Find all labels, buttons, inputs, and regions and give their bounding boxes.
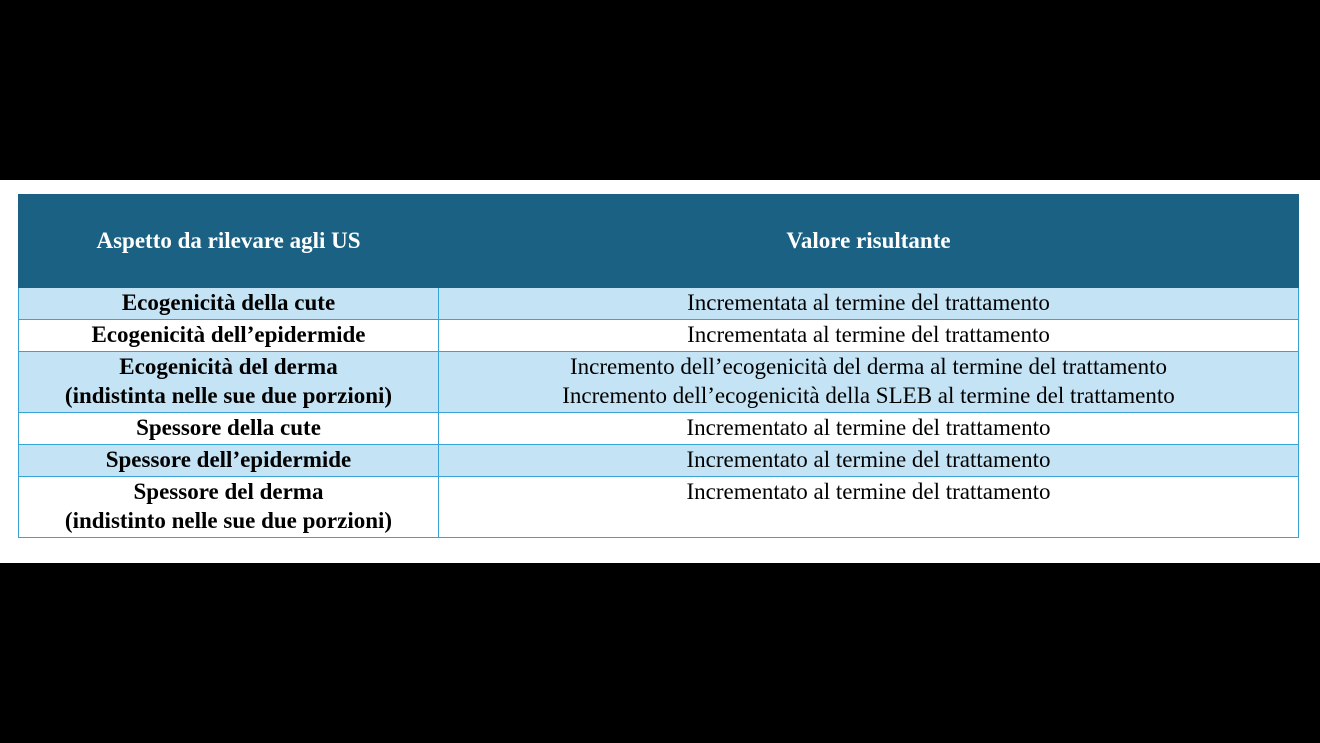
value-line: Incremento dell’ecogenicità del derma al termine del trattamento [569, 354, 1168, 379]
aspect-line: Spessore del derma [133, 479, 324, 504]
value-cell [439, 413, 1299, 445]
aspect-cell [19, 320, 439, 352]
value-cell [439, 320, 1299, 352]
value-line: Incrementata al termine del trattamento [687, 322, 1050, 347]
value-line: Incrementato al termine del trattamento [686, 447, 1051, 472]
aspect-cell [19, 445, 439, 477]
value-cell [439, 352, 1299, 413]
value-line: Incrementata al termine del trattamento [687, 290, 1050, 315]
aspect-line: Ecogenicità dell’epidermide [91, 322, 366, 347]
aspect-cell [19, 352, 439, 413]
aspect-line: Spessore dell’epidermide [105, 447, 352, 472]
aspect-cell [19, 477, 439, 538]
value-cell [439, 288, 1299, 320]
table-row [19, 320, 1299, 352]
table-row [19, 352, 1299, 413]
table-row [19, 445, 1299, 477]
table-row [19, 413, 1299, 445]
value-cell [439, 445, 1299, 477]
aspect-line: Ecogenicità del derma [119, 354, 338, 379]
value-line: Incrementato al termine del trattamento [686, 479, 1051, 504]
value-cell [439, 477, 1299, 538]
aspect-line: Ecogenicità della cute [121, 290, 336, 315]
value-line: Incremento dell’ecogenicità della SLEB al termine del trattamento [562, 383, 1175, 408]
table-row [19, 477, 1299, 538]
results-table [18, 194, 1299, 538]
slide [0, 180, 1320, 563]
aspect-cell [19, 288, 439, 320]
aspect-line: Spessore della cute [136, 415, 321, 440]
aspect-cell [19, 413, 439, 445]
value-line: Incrementato al termine del trattamento [686, 415, 1051, 440]
table-row [19, 288, 1299, 320]
header-aspect: Aspetto da rilevare agli US [19, 195, 439, 288]
aspect-note: (indistinta nelle sue due porzioni) [64, 383, 393, 408]
header-value: Valore risultante [439, 195, 1299, 288]
aspect-note: (indistinto nelle sue due porzioni) [64, 508, 393, 533]
table-header-row [19, 195, 1299, 288]
